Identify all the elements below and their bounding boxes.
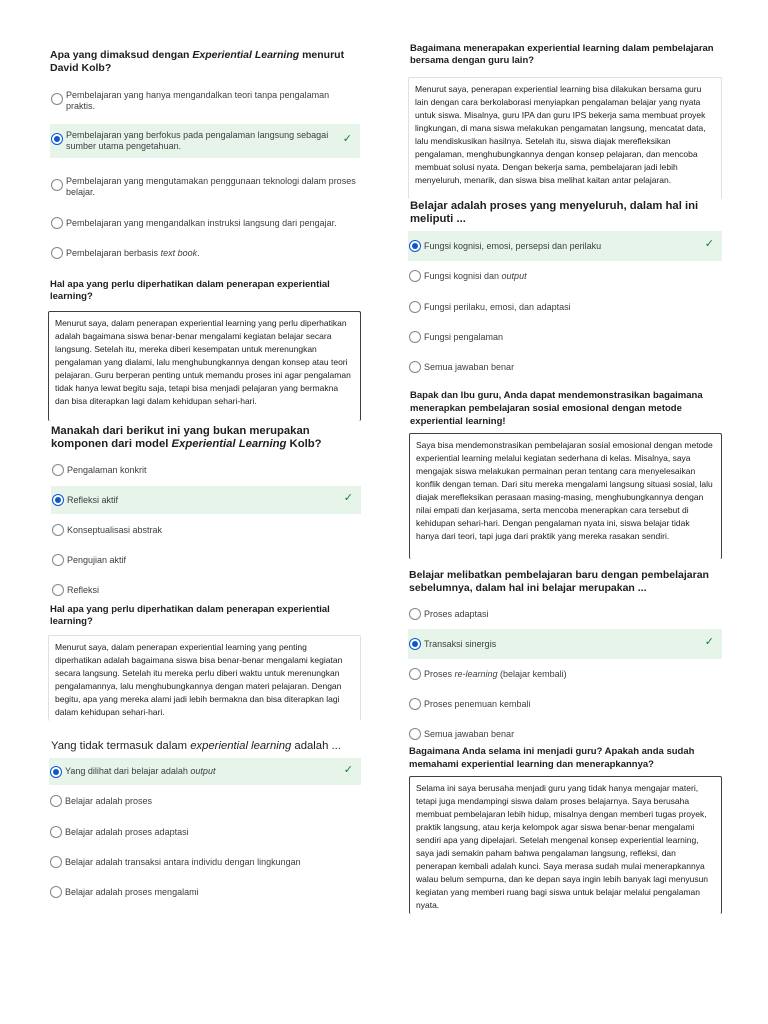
answer-textarea-q2[interactable]: Menurut saya, dalam penerapan experiential learning yang perlu diperhatikan adalah bagaimana siswa benar-benar mengalami kegiatan belajar secara langsung. Setelah itu, mereka diberi kesempatan untuk merenungkan pengalaman yang dialami, lalu menghubungkannya dengan konsep atau teori pelajaran. Guru berperan penting untuk memandu proses ini agar pengalaman tidak hanya lewat begitu saja, tetapi bisa menjadi pelajaran yang bermakna dan bisa diterapkan lagi dalam kehidupan sehari-hari. bbox=[48, 311, 361, 421]
q5-option-5[interactable] bbox=[49, 881, 361, 903]
radio-unselected[interactable] bbox=[50, 826, 62, 838]
question-4-title: Hal apa yang perlu diperhatikan dalam penerapan experiential learning? bbox=[50, 604, 330, 627]
radio-unselected[interactable] bbox=[52, 584, 64, 596]
question-1-title-text: Apa yang dimaksud dengan bbox=[50, 49, 193, 61]
question-10-title: Bagaimana Anda selama ini menjadi guru? Apakah anda sudah memahami experiential learning dan menerapkannya? bbox=[409, 746, 695, 770]
question-3-title-post: Kolb? bbox=[286, 438, 322, 450]
question-3-title-text: Manakah dari berikut ini yang bukan merupakan komponen dari model bbox=[51, 425, 310, 450]
option-label-em: output bbox=[190, 766, 216, 776]
option-label: Pembelajaran yang mengutamakan penggunaan teknologi dalam proses belajar. bbox=[66, 176, 356, 197]
q5-option-1-selected[interactable] bbox=[49, 758, 361, 785]
option-label: Fungsi pengalaman bbox=[424, 331, 504, 342]
radio-selected[interactable] bbox=[409, 240, 421, 252]
option-label bbox=[66, 248, 200, 259]
q9-option-5[interactable] bbox=[408, 723, 722, 745]
answer-textarea-q10[interactable]: Selama ini saya berusaha menjadi guru yang tidak hanya mengajar materi, tetapi juga mendampingi siswa dalam proses belajarnya. Saya berusaha membuat pembelajaran lebih hidup, misalnya dengan memberi tugas proyek, praktik langsung, atau kerja kelompok agar siswa benar-benar mengalami sendiri apa yang dipelajari. Setelah mengenal konsep experiential learning, saya jadi semakin paham bahwa pengalaman langsung, refleksi, dan penerapan kembali adalah kunci. Saya merasa sudah mulai menerapkannya walau belum sempurna, dan ke depan saya ingin lebih banyak lagi menyusun kegiatan yang memberi ruang bagi siswa untuk belajar melalui pengalaman nyata. bbox=[409, 776, 722, 914]
option-label-em: re-learning bbox=[454, 668, 498, 679]
option-label: Refleksi bbox=[67, 584, 100, 595]
question-5-title-post: adalah ... bbox=[291, 740, 341, 752]
radio-selected[interactable] bbox=[50, 766, 62, 778]
option-label: Pengalaman konkrit bbox=[67, 464, 147, 475]
question-1-title-em: Experiential Learning bbox=[192, 49, 300, 61]
q5-option-3[interactable] bbox=[49, 821, 361, 843]
option-label: Belajar adalah proses mengalami bbox=[65, 886, 199, 897]
question-9-title: Belajar melibatkan pembelajaran baru dengan pembelajaran sebelumnya, dalam hal ini belajar merupakan ... bbox=[409, 569, 709, 594]
question-3-title bbox=[51, 425, 356, 451]
option-label-pre: Pembelajaran berbasis bbox=[66, 247, 161, 258]
option-label-pre: Yang dilihat dari belajar adalah bbox=[65, 766, 191, 776]
answer-textarea-q8[interactable]: Saya bisa mendemonstrasikan pembelajaran sosial emosional dengan metode experiential learning melalui kegiatan sederhana di kelas. Misalnya, saya mengajak siswa melakukan permainan peran tentang cara menyelesaikan konflik dengan teman. Dari situ mereka mengalami langsung situasi sosial, lalu diajak merefleksikan perasaan masing-masing, menghubungkannya dengan nilai empati dan kerjasama, serta mencoba menerapkan cara tersebut di kehidupan sehari-hari. Dengan pengalaman nyata ini, siswa belajar tidak hanya dari teori, tapi juga dari praktik yang mereka rasakan sendiri. bbox=[409, 433, 722, 559]
q5-option-4[interactable] bbox=[49, 851, 361, 873]
option-label bbox=[424, 271, 527, 282]
option-label: Belajar adalah proses bbox=[65, 795, 153, 806]
option-label bbox=[65, 766, 215, 777]
radio-unselected[interactable] bbox=[409, 301, 421, 313]
radio-unselected[interactable] bbox=[52, 464, 64, 476]
radio-unselected[interactable] bbox=[52, 524, 64, 536]
option-label-post: (belajar kembali) bbox=[497, 668, 567, 679]
radio-unselected[interactable] bbox=[409, 608, 421, 620]
radio-unselected[interactable] bbox=[52, 554, 64, 566]
q7-option-4[interactable] bbox=[408, 326, 722, 348]
question-7-title: Belajar adalah proses yang menyeluruh, dalam hal ini meliputi ... bbox=[410, 200, 699, 225]
radio-unselected[interactable] bbox=[409, 361, 421, 373]
question-1-title bbox=[50, 49, 350, 75]
q3-option-1[interactable] bbox=[51, 459, 361, 481]
q1-option-3[interactable] bbox=[50, 170, 360, 204]
check-icon: ✓ bbox=[343, 763, 353, 776]
check-icon: ✓ bbox=[704, 238, 714, 250]
q9-option-2-selected[interactable] bbox=[408, 629, 722, 659]
q5-option-2[interactable] bbox=[49, 790, 361, 812]
option-label: Konseptualisasi abstrak bbox=[67, 524, 163, 535]
radio-unselected[interactable] bbox=[409, 698, 421, 710]
option-label: Pembelajaran yang berfokus pada pengalaman langsung sebagai sumber utama pengetahuan. bbox=[66, 130, 329, 151]
question-8-title: Bapak dan Ibu guru, Anda dapat mendemonstrasikan bagaimana menerapkan pembelajaran sosial emosional dengan metode experiential learning! bbox=[410, 390, 703, 427]
q7-option-1-selected[interactable] bbox=[408, 231, 722, 261]
q1-option-2-selected[interactable] bbox=[50, 124, 360, 158]
question-5-title bbox=[51, 740, 356, 753]
option-label-em: output bbox=[501, 270, 527, 281]
q3-option-2-selected[interactable] bbox=[51, 486, 361, 514]
q7-option-5[interactable] bbox=[408, 356, 722, 378]
question-6-title: Bagaimana menerapakan experiential learning dalam pembelajaran bersama dengan guru lain? bbox=[410, 43, 714, 66]
option-label: Belajar adalah transaksi antara individu dengan lingkungan bbox=[65, 856, 301, 867]
question-3-title-em: Experiential Learning bbox=[171, 438, 287, 450]
option-label: Fungsi perilaku, emosi, dan adaptasi bbox=[424, 301, 571, 312]
radio-selected[interactable] bbox=[409, 638, 421, 650]
option-label: Refleksi aktif bbox=[67, 494, 119, 505]
question-2-title: Hal apa yang perlu diperhatikan dalam penerapan experiential learning? bbox=[50, 279, 330, 302]
radio-unselected[interactable] bbox=[50, 886, 62, 898]
option-label: Transaksi sinergis bbox=[424, 638, 497, 649]
q9-option-1[interactable] bbox=[408, 603, 722, 625]
q9-option-4[interactable] bbox=[408, 693, 722, 715]
check-icon: ✓ bbox=[342, 133, 352, 145]
option-label: Semua jawaban benar bbox=[424, 728, 515, 739]
radio-unselected[interactable] bbox=[409, 728, 421, 740]
option-label-pre: Proses bbox=[424, 668, 455, 679]
question-5-title-em: experiential learning bbox=[190, 740, 292, 752]
radio-unselected[interactable] bbox=[50, 795, 62, 807]
option-label bbox=[424, 669, 567, 680]
radio-unselected[interactable] bbox=[50, 856, 62, 868]
option-label: Fungsi kognisi, emosi, persepsi dan perilaku bbox=[424, 240, 602, 251]
question-5-title-text: Yang tidak termasuk dalam bbox=[51, 740, 191, 752]
radio-unselected[interactable] bbox=[51, 179, 63, 191]
q9-option-3[interactable] bbox=[408, 663, 722, 685]
radio-unselected[interactable] bbox=[51, 217, 63, 229]
radio-selected[interactable] bbox=[52, 494, 64, 506]
option-label-post: . bbox=[197, 247, 200, 258]
q7-option-2[interactable] bbox=[408, 265, 722, 287]
option-label: Proses penemuan kembali bbox=[424, 698, 531, 709]
q1-option-1[interactable] bbox=[50, 84, 360, 118]
option-label: Belajar adalah proses adaptasi bbox=[65, 826, 189, 837]
q3-option-4[interactable] bbox=[51, 549, 361, 571]
option-label: Pembelajaran yang mengandalkan instruksi langsung dari pengajar. bbox=[66, 217, 337, 228]
answer-textarea-q4[interactable]: Menurut saya, dalam penerapan experiential learning yang penting diperhatikan adalah bagaimana siswa bisa benar-benar mengalami kegiatan secara langsung. Setelah itu mereka perlu diberi waktu untuk merenungkan pengalamannya, lalu menghubungkannya dengan materi pelajaran. Dengan begitu, apa yang mereka alami jadi lebih bermakna dan bisa diterapkan lagi dalam kehidupan sehari-hari. bbox=[48, 635, 361, 721]
option-label: Semua jawaban benar bbox=[424, 361, 515, 372]
check-icon: ✓ bbox=[704, 636, 714, 648]
q7-option-3[interactable] bbox=[408, 296, 722, 318]
q3-option-5[interactable] bbox=[51, 579, 361, 601]
option-label: Proses adaptasi bbox=[424, 608, 489, 619]
radio-unselected[interactable] bbox=[409, 270, 421, 282]
question-1-title-post: menurut David Kolb? bbox=[50, 49, 345, 74]
answer-textarea-q6[interactable]: Menurut saya, penerapan experiential learning bisa dilakukan bersama guru lain dengan cara berkolaborasi menyiapkan pengalaman belajar yang nyata untuk siswa. Misalnya, guru IPA dan guru IPS bekerja sama membuat proyek lingkungan, di mana siswa melakukan pengamatan langsung, mencatat data, lalu mendiskusikan hasilnya. Setelah itu, siswa diajak merefleksikan pengalaman, menghubungkannya dengan konsep pelajaran, dan mencoba membuat solusi nyata. Dengan bekerja sama, pembelajaran jadi lebih menyeluruh, menarik, dan siswa bisa melihat kaitan antar pelajaran. bbox=[408, 77, 722, 199]
q1-option-5[interactable] bbox=[50, 242, 360, 264]
q1-option-4[interactable] bbox=[50, 212, 360, 234]
q3-option-3[interactable] bbox=[51, 519, 361, 541]
option-label-em: text book bbox=[160, 247, 198, 258]
option-label-pre: Fungsi kognisi dan bbox=[424, 270, 502, 281]
option-label: Pengujian aktif bbox=[67, 554, 127, 565]
radio-unselected[interactable] bbox=[51, 93, 63, 105]
check-icon: ✓ bbox=[343, 492, 353, 504]
radio-unselected[interactable] bbox=[51, 247, 63, 259]
option-label: Pembelajaran yang hanya mengandalkan teori tanpa pengalaman praktis. bbox=[66, 90, 330, 111]
radio-selected[interactable] bbox=[51, 133, 63, 145]
radio-unselected[interactable] bbox=[409, 668, 421, 680]
radio-unselected[interactable] bbox=[409, 331, 421, 343]
